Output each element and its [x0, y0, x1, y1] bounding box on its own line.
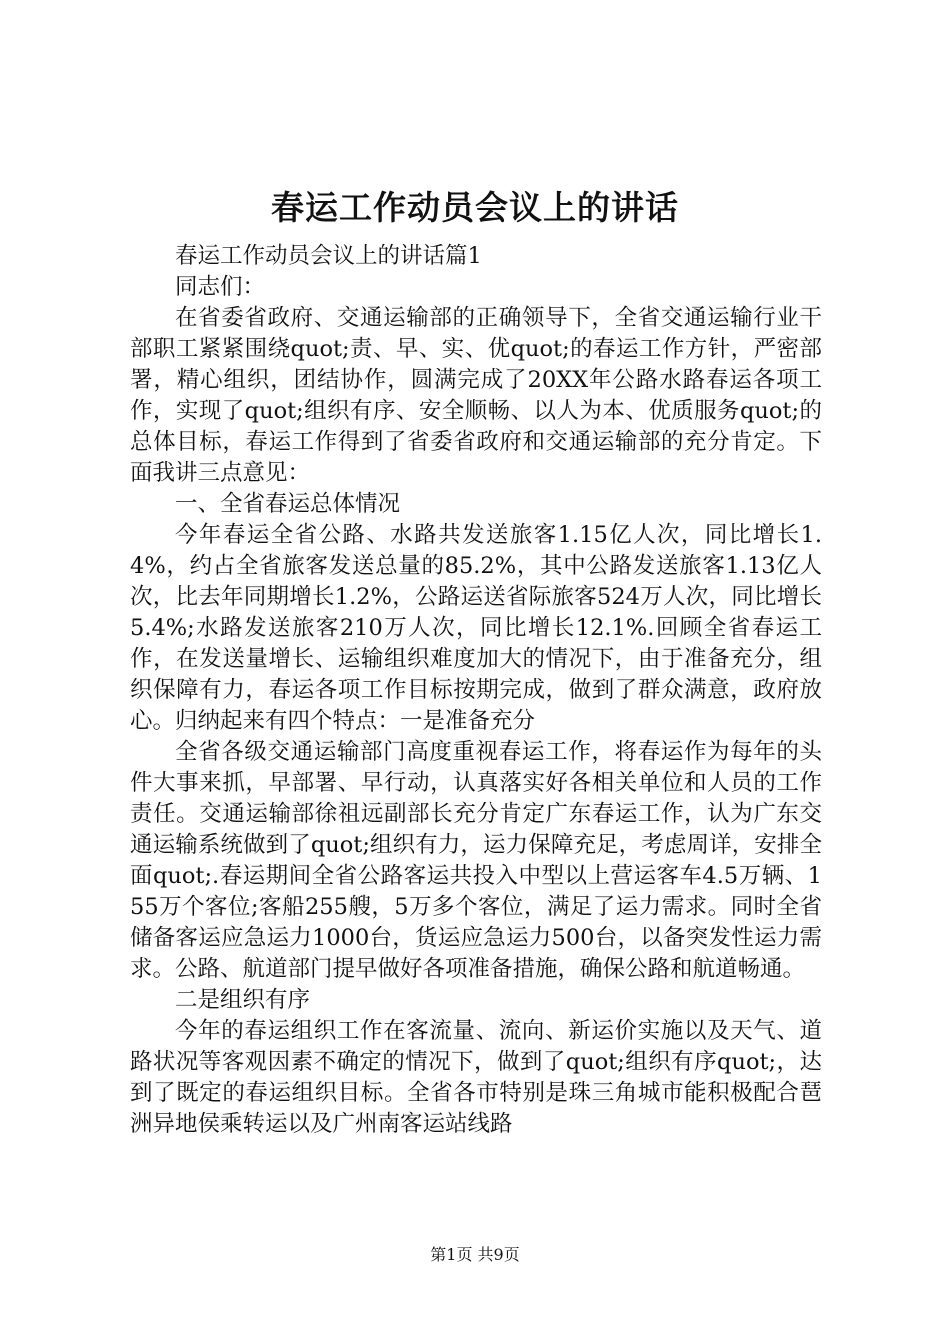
paragraph: 在省委省政府、交通运输部的正确领导下，全省交通运输行业干部职工紧紧围绕quot;责、早、实、优quot;的春运工作方针，严密部署，精心组织，团结协作，圆满完成了20XX年公路水路春运各项工作，实现了quot;组织有序、安全顺畅、以人为本、优质服务quot;的总体目标，春运工作得到了省委省政府和交通运输部的充分肯定。下面我讲三点意见： [130, 305, 822, 486]
document-body [130, 241, 822, 1140]
section-heading: 一、全省春运总体情况 [175, 491, 401, 517]
paragraph: 全省各级交通运输部门高度重视春运工作，将春运作为每年的头件大事来抓，早部署、早行动，认真落实好各相关单位和人员的工作责任。交通运输部徐祖远副部长充分肯定广东春运工作，认为广东交通运输系统做到了quot;组织有力，运力保障充足，考虑周详，安排全面quot;.春运期间全省公路客运共投入中型以上营运客车4.5万辆、155万个客位;客船255艘，5万多个客位，满足了运力需求。同时全省储备客运应急运力1000台，货运应急运力500台，以备突发性运力需求。公路、航道部门提早做好各项准备措施，确保公路和航道畅通。 [130, 739, 822, 982]
paragraph-heading: 春运工作动员会议上的讲话篇1 [175, 243, 482, 269]
document-title: 春运工作动员会议上的讲话 [271, 188, 679, 227]
section-heading: 二是组织有序 [175, 987, 311, 1013]
paragraph: 今年春运全省公路、水路共发送旅客1.15亿人次，同比增长1.4%，约占全省旅客发送总量的85.2%，其中公路发送旅客1.13亿人次，比去年同期增长1.2%，公路运送省际旅客524万人次，同比增长5.4%;水路发送旅客210万人次，同比增长12.1%.回顾全省春运工作，在发送量增长、运输组织难度加大的情况下，由于准备充分，组织保障有力，春运各项工作目标按期完成，做到了群众满意，政府放心。归纳起来有四个特点：一是准备充分 [130, 522, 822, 734]
page-footer: 第1页 共9页 [430, 1245, 520, 1264]
paragraph-salutation: 同志们： [175, 274, 266, 300]
paragraph: 今年的春运组织工作在客流量、流向、新运价实施以及天气、道路状况等客观因素不确定的情况下，做到了quot;组织有序quot;，达到了既定的春运组织目标。全省各市特别是珠三角城市能积极配合琶洲异地侯乘转运以及广州南客运站线路 [130, 1018, 822, 1137]
